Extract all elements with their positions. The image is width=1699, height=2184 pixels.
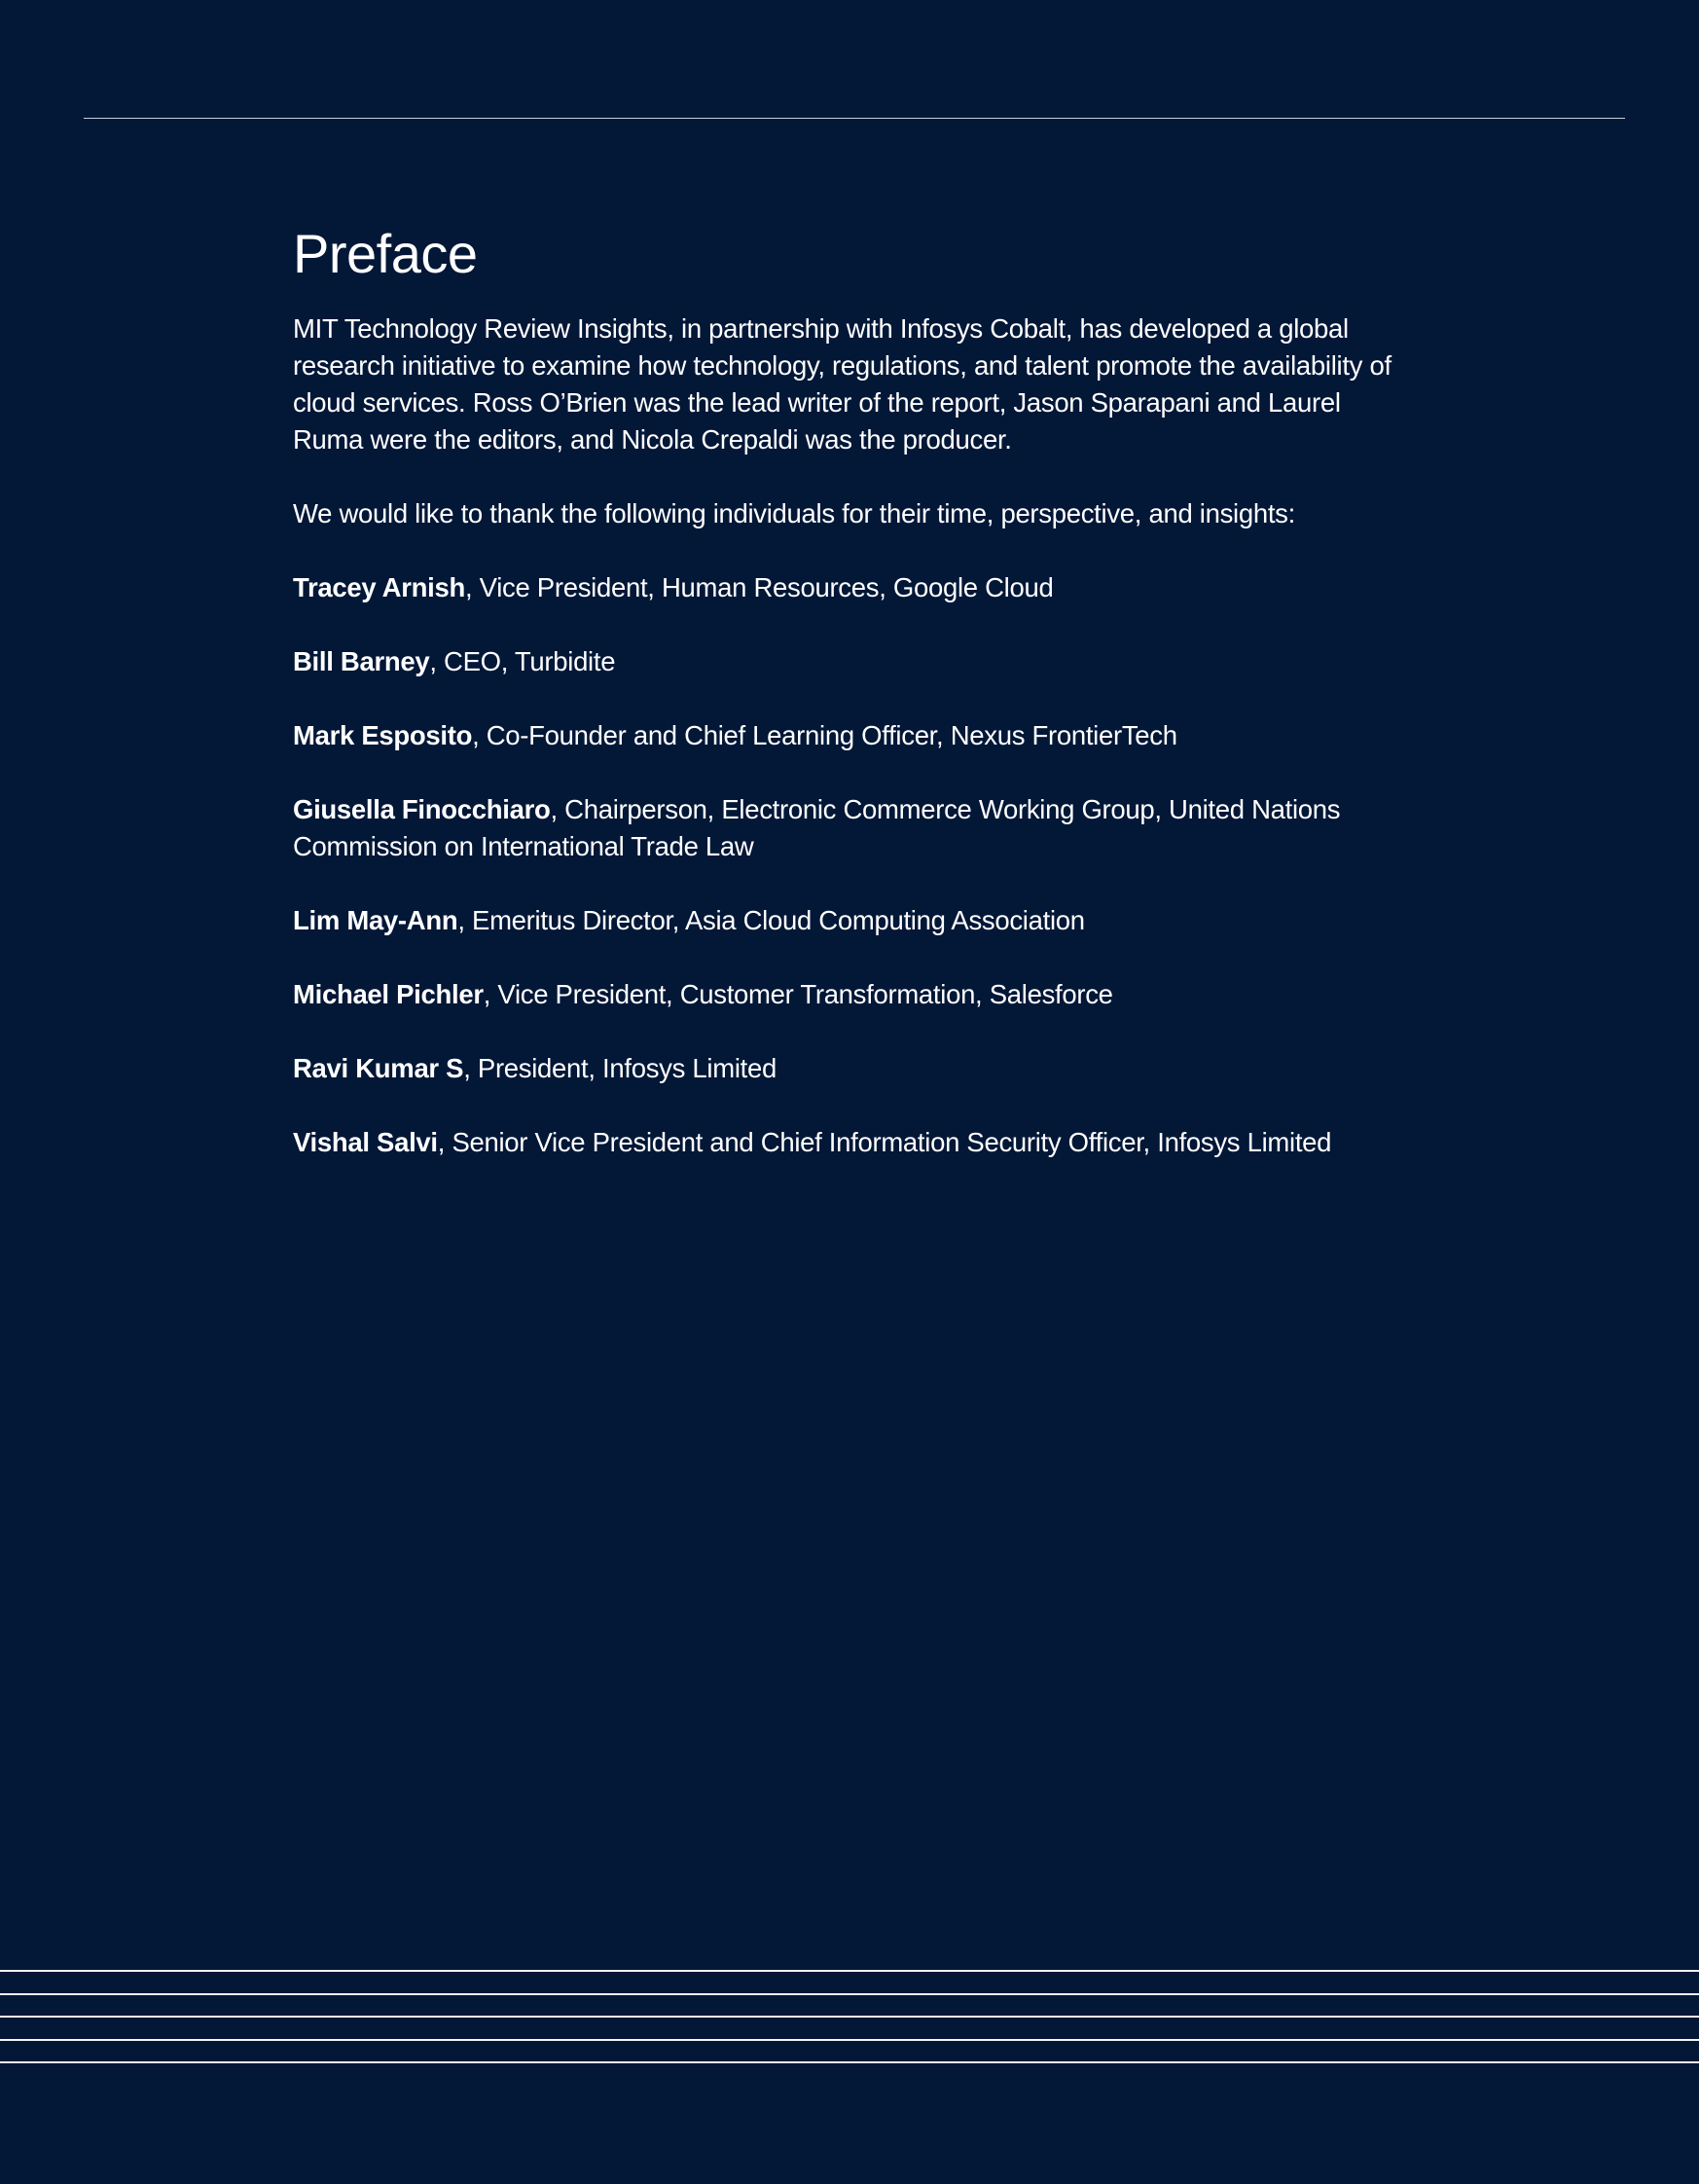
acknowledgement-item	[293, 717, 1402, 754]
intro-paragraph: MIT Technology Review Insights, in partnership with Infosys Cobalt, has developed a global research initiative to examine how technology, regulations, and talent promote the availability of cloud services. Ross O’Brien was the lead writer of the report, Jason Sparapani and Laurel Ruma were the editors, and Nicola Crepaldi was the producer.	[293, 313, 1392, 455]
decorative-lines	[0, 1970, 1699, 2085]
decorative-line	[0, 1970, 1699, 1972]
top-divider	[84, 118, 1625, 119]
person-role: , Chairperson, Electronic Commerce Working Group, United Nations Commission on International Trade Law	[293, 794, 1341, 861]
decorative-line	[0, 2016, 1699, 2018]
person-name: Michael Pichler	[293, 979, 484, 1009]
preface-section	[293, 219, 1402, 1198]
person-name: Giusella Finocchiaro	[293, 794, 551, 824]
acknowledgement-item	[293, 976, 1402, 1013]
person-name: Mark Esposito	[293, 720, 473, 750]
acknowledgement-item	[293, 791, 1402, 865]
acknowledgement-item	[293, 643, 1402, 680]
person-role: , Vice President, Human Resources, Google Cloud	[464, 572, 1054, 602]
decorative-line	[0, 1993, 1699, 1995]
person-role: , Emeritus Director, Asia Cloud Computing Association	[457, 905, 1085, 935]
person-role: , Senior Vice President and Chief Information Security Officer, Infosys Limited	[437, 1127, 1332, 1157]
person-role: , Vice President, Customer Transformation, Salesforce	[483, 979, 1113, 1009]
acknowledgement-item	[293, 1124, 1402, 1161]
person-name: Vishal Salvi	[293, 1127, 438, 1157]
thanks-paragraph: We would like to thank the following individuals for their time, perspective, and insights:	[293, 498, 1295, 528]
person-name: Tracey Arnish	[293, 572, 465, 602]
person-role: , CEO, Turbidite	[429, 646, 616, 676]
person-name: Lim May-Ann	[293, 905, 458, 935]
person-role: , President, Infosys Limited	[463, 1053, 777, 1083]
acknowledgement-item	[293, 902, 1402, 939]
person-role: , Co-Founder and Chief Learning Officer, Nexus FrontierTech	[472, 720, 1177, 750]
acknowledgement-item	[293, 569, 1402, 606]
decorative-line	[0, 2039, 1699, 2041]
acknowledgement-item	[293, 1050, 1402, 1087]
page-title: Preface	[293, 223, 478, 284]
person-name: Ravi Kumar S	[293, 1053, 464, 1083]
person-name: Bill Barney	[293, 646, 430, 676]
decorative-line	[0, 2061, 1699, 2063]
